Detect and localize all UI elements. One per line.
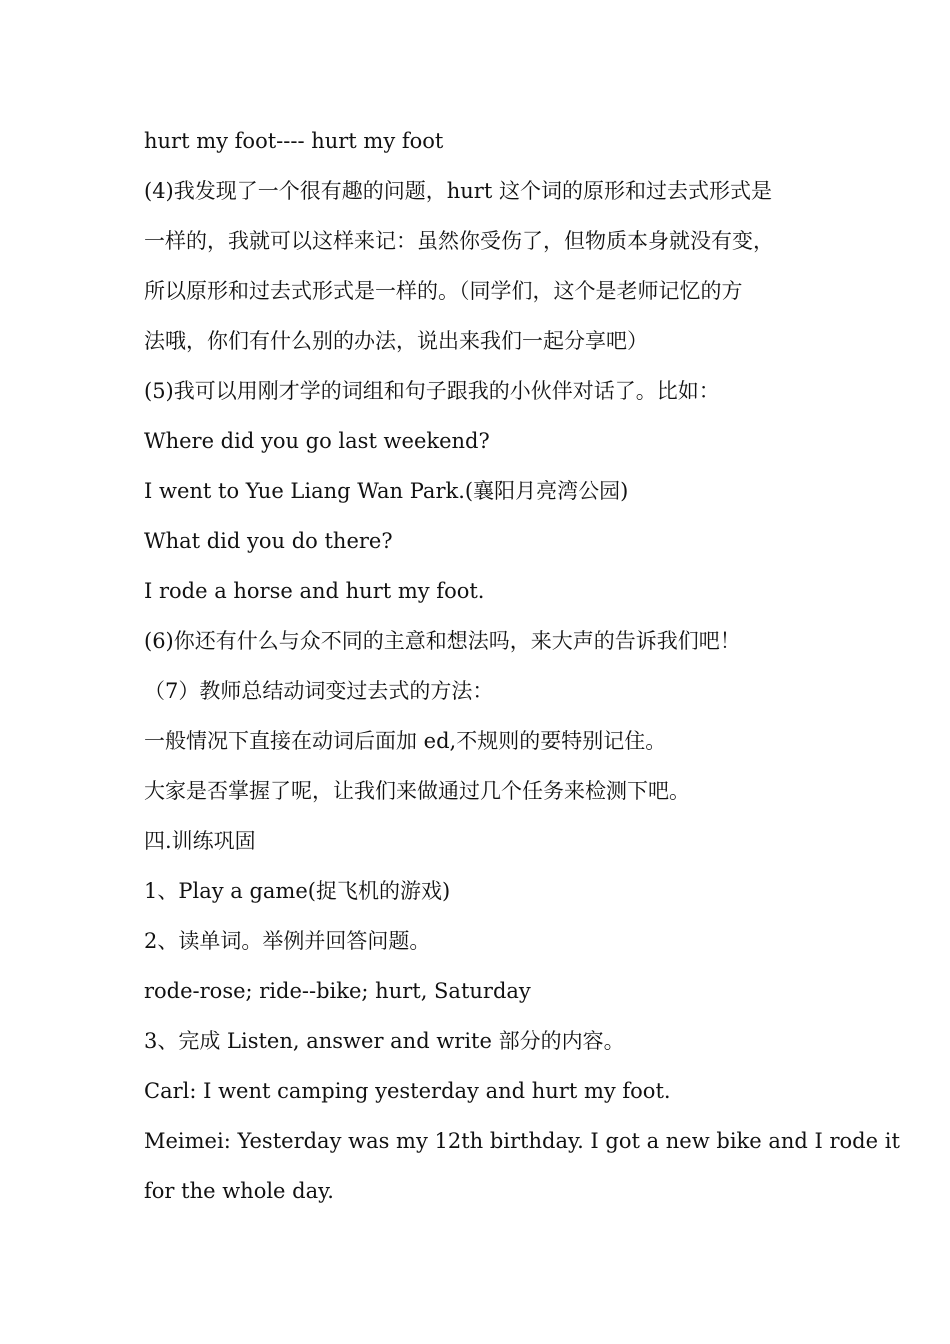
text-line: 大家是否掌握了呢，让我们来做通过几个任务来检测下吧。 bbox=[144, 779, 690, 803]
text-line: 一样的，我就可以这样来记：虽然你受伤了，但物质本身就没有变， bbox=[144, 229, 774, 253]
text-line: rode-rose; ride--bike; hurt, Saturday bbox=[144, 979, 531, 1003]
text-line: (4)我发现了一个很有趣的问题，hurt 这个词的原形和过去式形式是 bbox=[144, 179, 772, 203]
document-body bbox=[144, 116, 900, 1216]
text-line: (6)你还有什么与众不同的主意和想法吗，来大声的告诉我们吧！ bbox=[144, 629, 741, 653]
section-heading: 四.训练巩固 bbox=[144, 829, 256, 853]
text-line: Where did you go last weekend? bbox=[144, 429, 490, 453]
text-line: Carl: I went camping yesterday and hurt my foot. bbox=[144, 1079, 671, 1103]
text-line: 1、Play a game(捉飞机的游戏) bbox=[144, 879, 451, 903]
text-line: What did you do there? bbox=[144, 529, 393, 553]
text-line: (5)我可以用刚才学的词组和句子跟我的小伙伴对话了。比如： bbox=[144, 379, 720, 403]
text-line: for the whole day. bbox=[144, 1179, 334, 1203]
text-line: 2、读单词。举例并回答问题。 bbox=[144, 929, 431, 953]
text-line: 所以原形和过去式形式是一样的。（同学们，这个是老师记忆的方 bbox=[144, 279, 743, 303]
text-line: hurt my foot---- hurt my foot bbox=[144, 129, 444, 153]
text-line: 3、完成 Listen, answer and write 部分的内容。 bbox=[144, 1029, 625, 1053]
text-line: I went to Yue Liang Wan Park.(襄阳月亮湾公园) bbox=[144, 479, 629, 503]
text-line: I rode a horse and hurt my foot. bbox=[144, 579, 485, 603]
text-line: Meimei: Yesterday was my 12th birthday. I got a new bike and I rode it bbox=[144, 1129, 900, 1153]
text-line: （7）教师总结动词变过去式的方法： bbox=[144, 679, 494, 703]
text-line: 一般情况下直接在动词后面加 ed,不规则的要特别记住。 bbox=[144, 729, 667, 753]
text-line: 法哦，你们有什么别的办法，说出来我们一起分享吧） bbox=[144, 329, 648, 353]
